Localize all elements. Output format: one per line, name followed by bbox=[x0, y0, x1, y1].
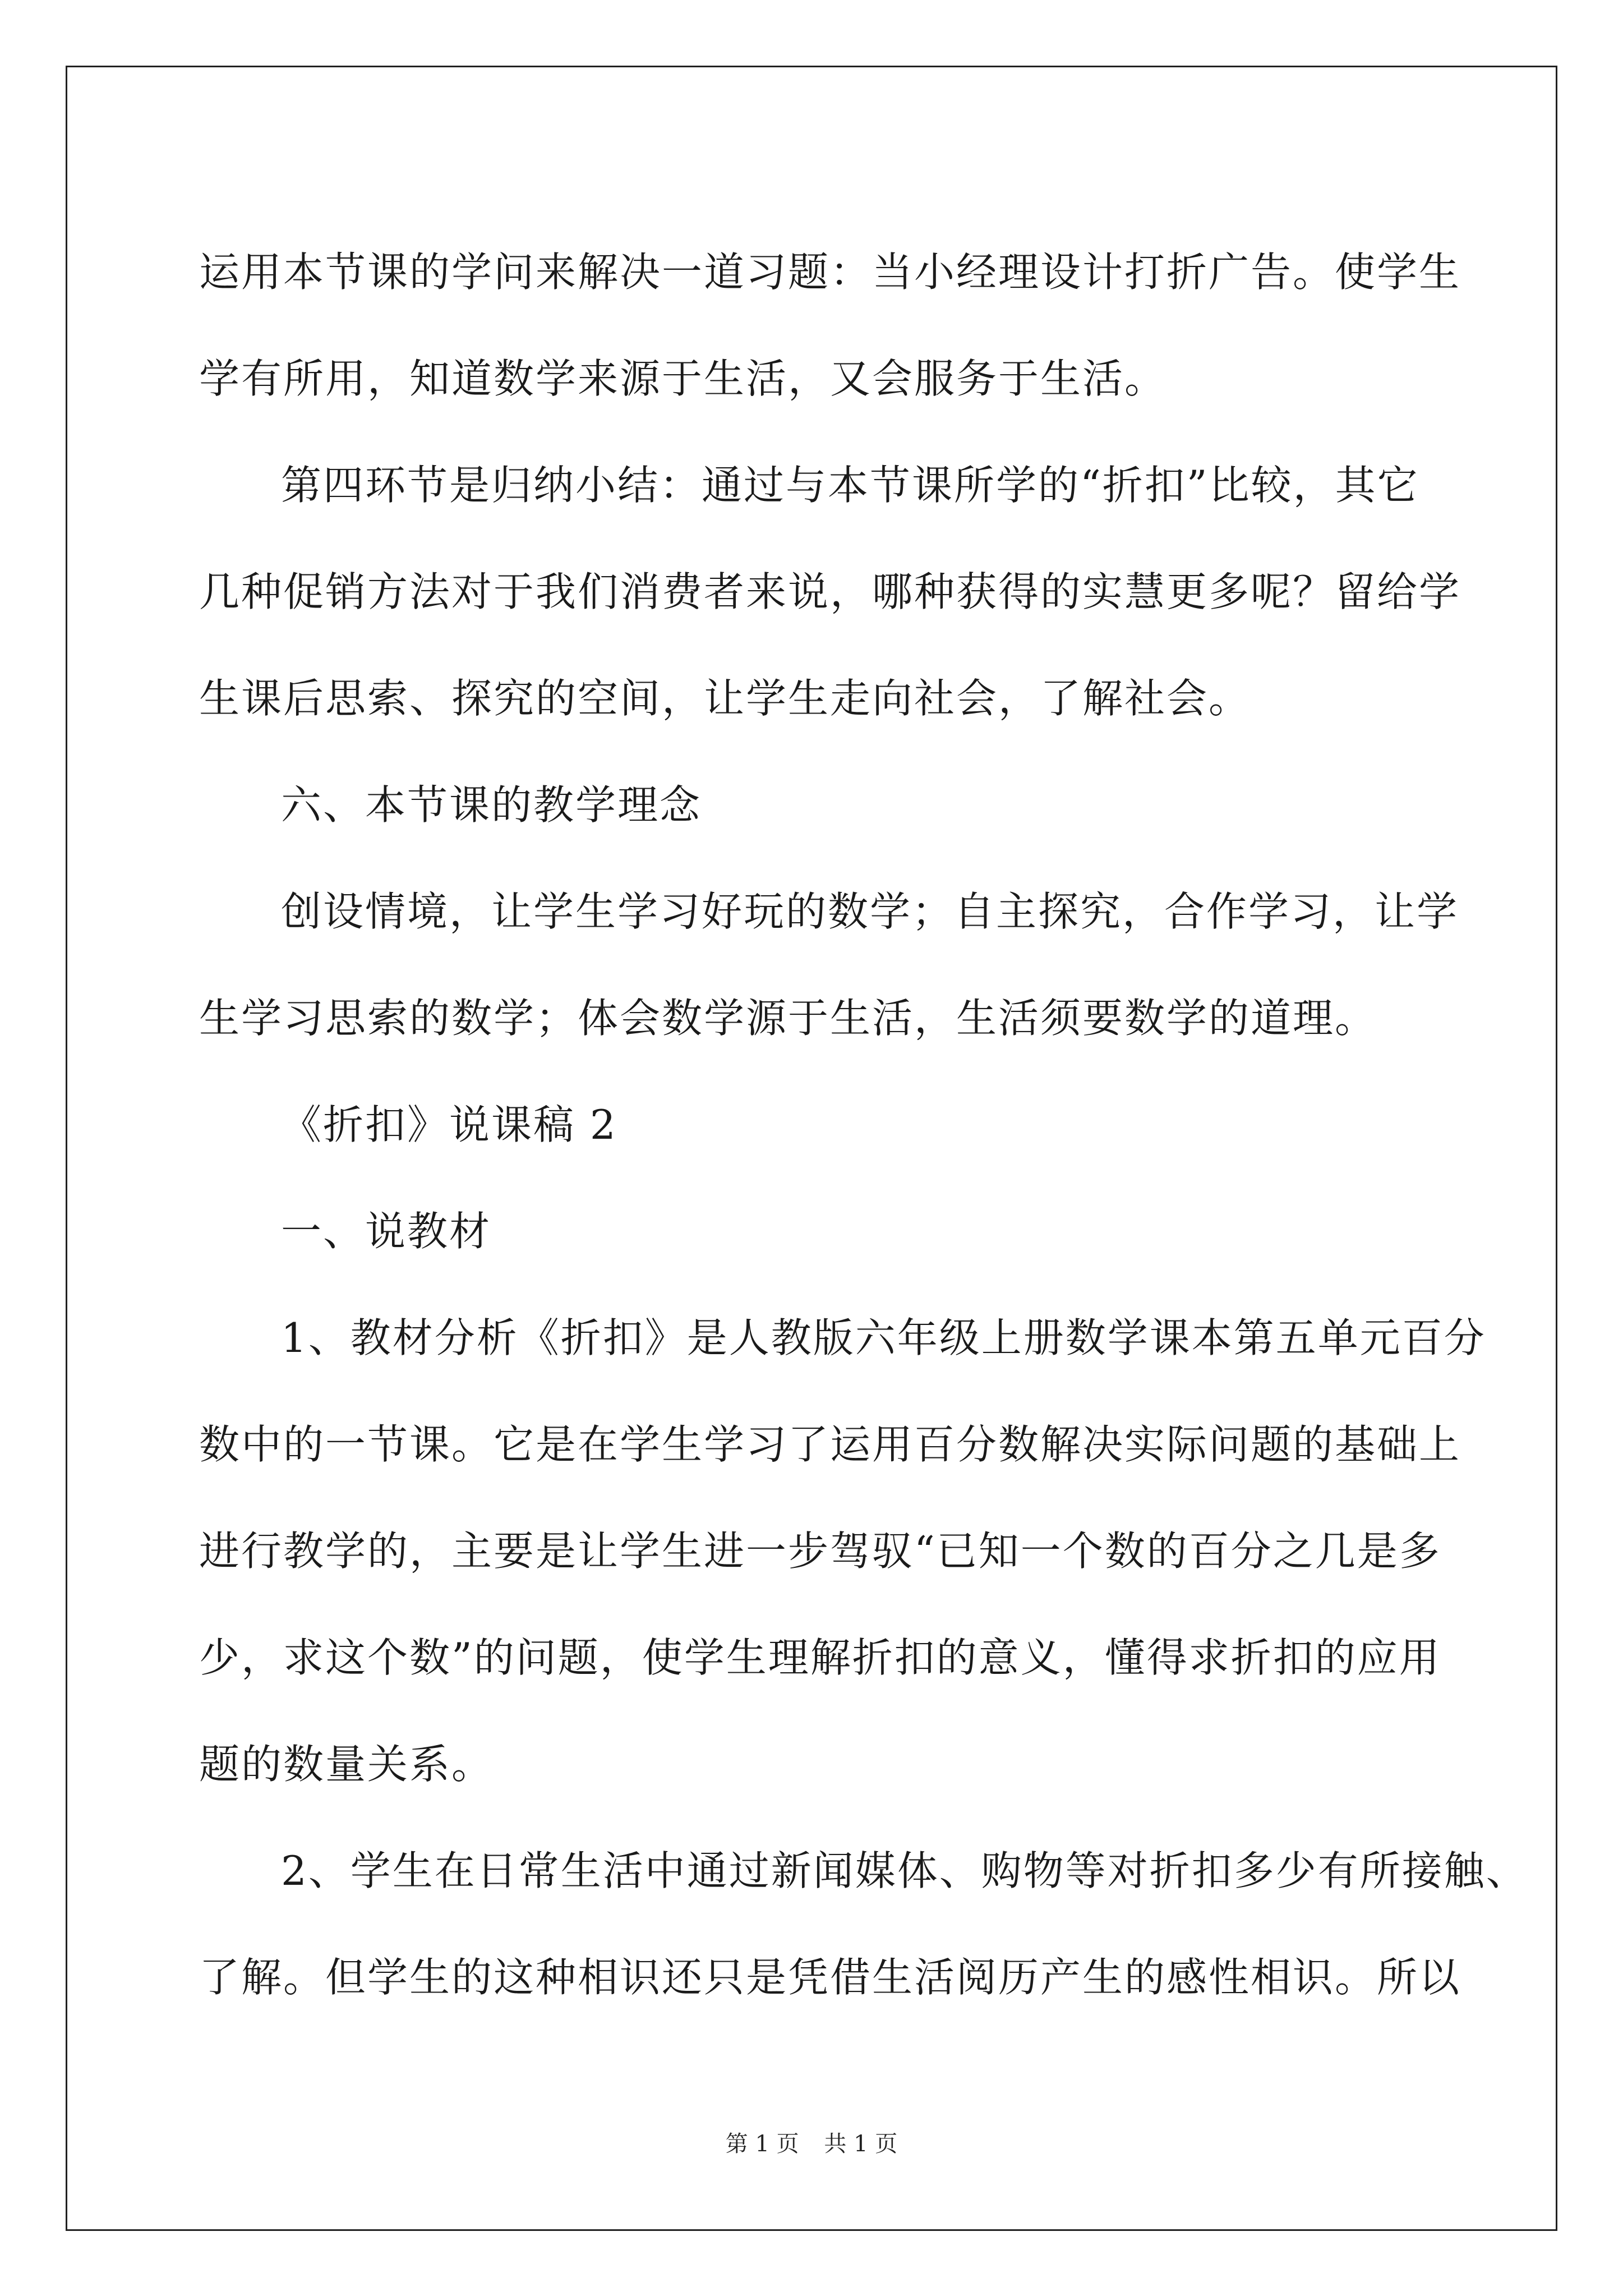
section-heading bbox=[199, 1178, 1427, 1285]
page-footer bbox=[0, 2126, 1623, 2158]
text-line: 学有所用，知道数学来源于生活，又会服务于生活。 bbox=[199, 355, 1167, 402]
text-line: 一、说教材 bbox=[281, 1208, 492, 1255]
page-total: 共 1 页 bbox=[824, 2131, 898, 2157]
text-line: 1、教材分析《折扣》是人教版六年级上册数学课本第五单元百分 bbox=[281, 1314, 1486, 1361]
text-line: 生学习思索的数学；体会数学源于生活，生活须要数学的道理。 bbox=[199, 995, 1377, 1042]
page-number: 第 1 页 bbox=[725, 2131, 799, 2157]
paragraph bbox=[199, 219, 1461, 432]
text-line: 六、本节课的教学理念 bbox=[281, 781, 702, 829]
paragraph bbox=[199, 432, 1461, 752]
text-line: 题的数量关系。 bbox=[199, 1741, 494, 1788]
text-line: 少，求这个数”的问题，使学生理解折扣的意义，懂得求折扣的应用 bbox=[199, 1634, 1441, 1681]
text-line: 几种促销方法对于我们消费者来说，哪种获得的实慧更多呢？留给学 bbox=[199, 568, 1461, 615]
text-line: 数中的一节课。它是在学生学习了运用百分数解决实际问题的基础上 bbox=[199, 1421, 1461, 1468]
text-line: 运用本节课的学问来解决一道习题：当小经理设计打折广告。使学生 bbox=[199, 249, 1461, 296]
section-heading bbox=[199, 752, 1427, 858]
paragraph bbox=[199, 858, 1459, 1071]
text-line: 了解。但学生的这种相识还只是凭借生活阅历产生的感性相识。所以 bbox=[199, 1954, 1461, 2001]
document-body bbox=[199, 219, 1528, 2031]
paragraph bbox=[199, 1285, 1486, 1818]
text-line: 进行教学的，主要是让学生进一步驾驭“已知一个数的百分之几是多 bbox=[199, 1527, 1441, 1575]
paragraph bbox=[199, 1818, 1528, 2031]
text-line: 《折扣》说课稿 2 bbox=[281, 1101, 617, 1148]
document-title bbox=[199, 1071, 1427, 1178]
text-line: 2、学生在日常生活中通过新闻媒体、购物等对折扣多少有所接触、 bbox=[281, 1847, 1528, 1894]
text-line: 第四环节是归纳小结：通过与本节课所学的“折扣”比较，其它 bbox=[281, 462, 1419, 509]
text-line: 生课后思索、探究的空间，让学生走向社会，了解社会。 bbox=[199, 675, 1251, 722]
text-line: 创设情境，让学生学习好玩的数学；自主探究，合作学习，让学 bbox=[281, 888, 1459, 935]
